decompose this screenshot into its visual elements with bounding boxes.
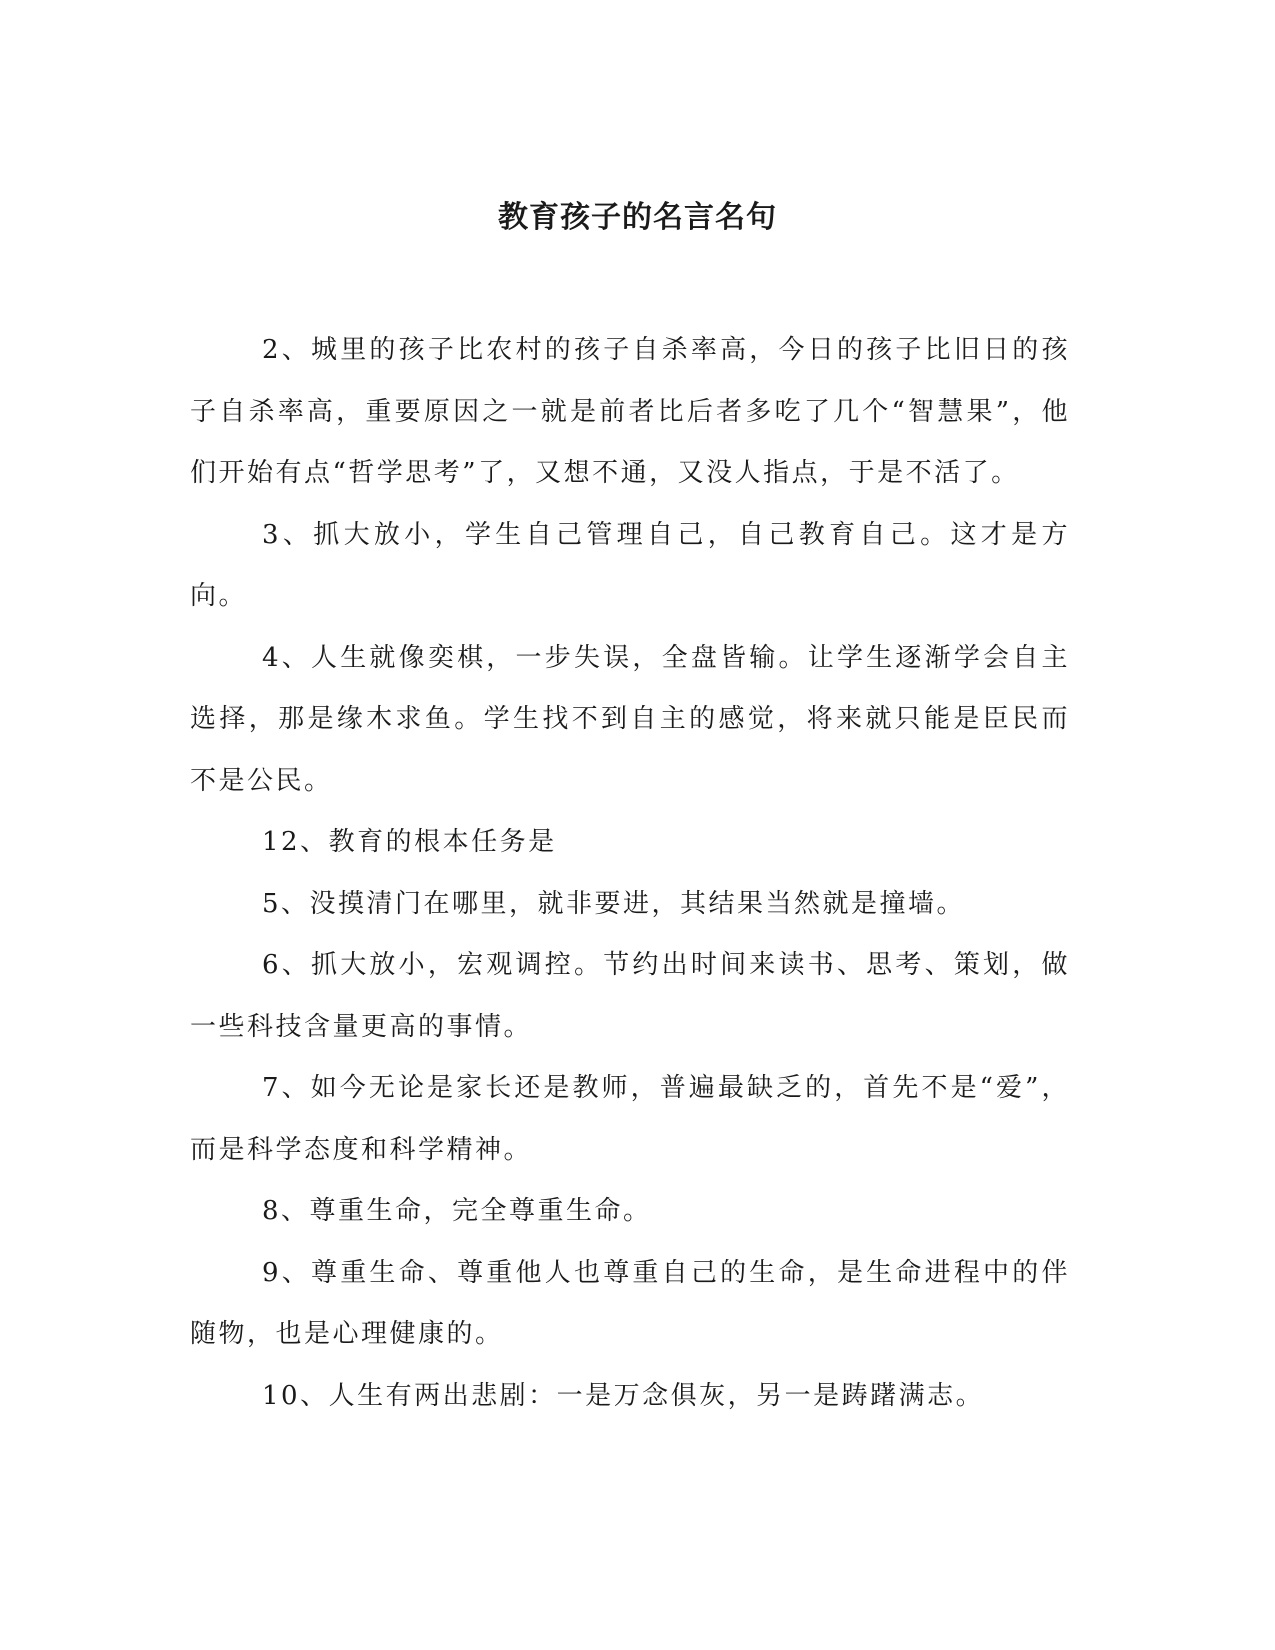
document-body [190, 320, 1070, 1427]
quote-paragraph: 6、抓大放小，宏观调控。节约出时间来读书、思考、策划，做一些科技含量更高的事情。 [190, 950, 1070, 1042]
quote-paragraph: 8、尊重生命，完全尊重生命。 [262, 1196, 652, 1226]
quote-paragraph: 9、尊重生命、尊重他人也尊重自己的生命，是生命进程中的伴随物，也是心理健康的。 [190, 1257, 1070, 1349]
quote-paragraph: 3、抓大放小，学生自己管理自己，自己教育自己。这才是方向。 [190, 519, 1070, 611]
document-title: 教育孩子的名言名句 [498, 200, 777, 235]
quote-paragraph: 12、教育的根本任务是 [262, 827, 557, 857]
quote-paragraph: 2、城里的孩子比农村的孩子自杀率高，今日的孩子比旧日的孩子自杀率高，重要原因之一就是前者比后者多吃了几个“智慧果”，他们开始有点“哲学思考”了，又想不通，又没人指点，于是不活了。 [190, 335, 1070, 488]
quote-paragraph: 5、没摸清门在哪里，就非要进，其结果当然就是撞墙。 [262, 888, 966, 919]
quote-paragraph: 7、如今无论是家长还是教师，普遍最缺乏的，首先不是“爱”，而是科学态度和科学精神。 [190, 1073, 1070, 1165]
quote-paragraph: 10、人生有两出悲剧：一是万念俱灰，另一是踌躇满志。 [262, 1380, 985, 1411]
quote-paragraph: 4、人生就像奕棋，一步失误，全盘皆输。让学生逐渐学会自主选择，那是缘木求鱼。学生找不到自主的感觉，将来就只能是臣民而不是公民。 [190, 642, 1070, 796]
